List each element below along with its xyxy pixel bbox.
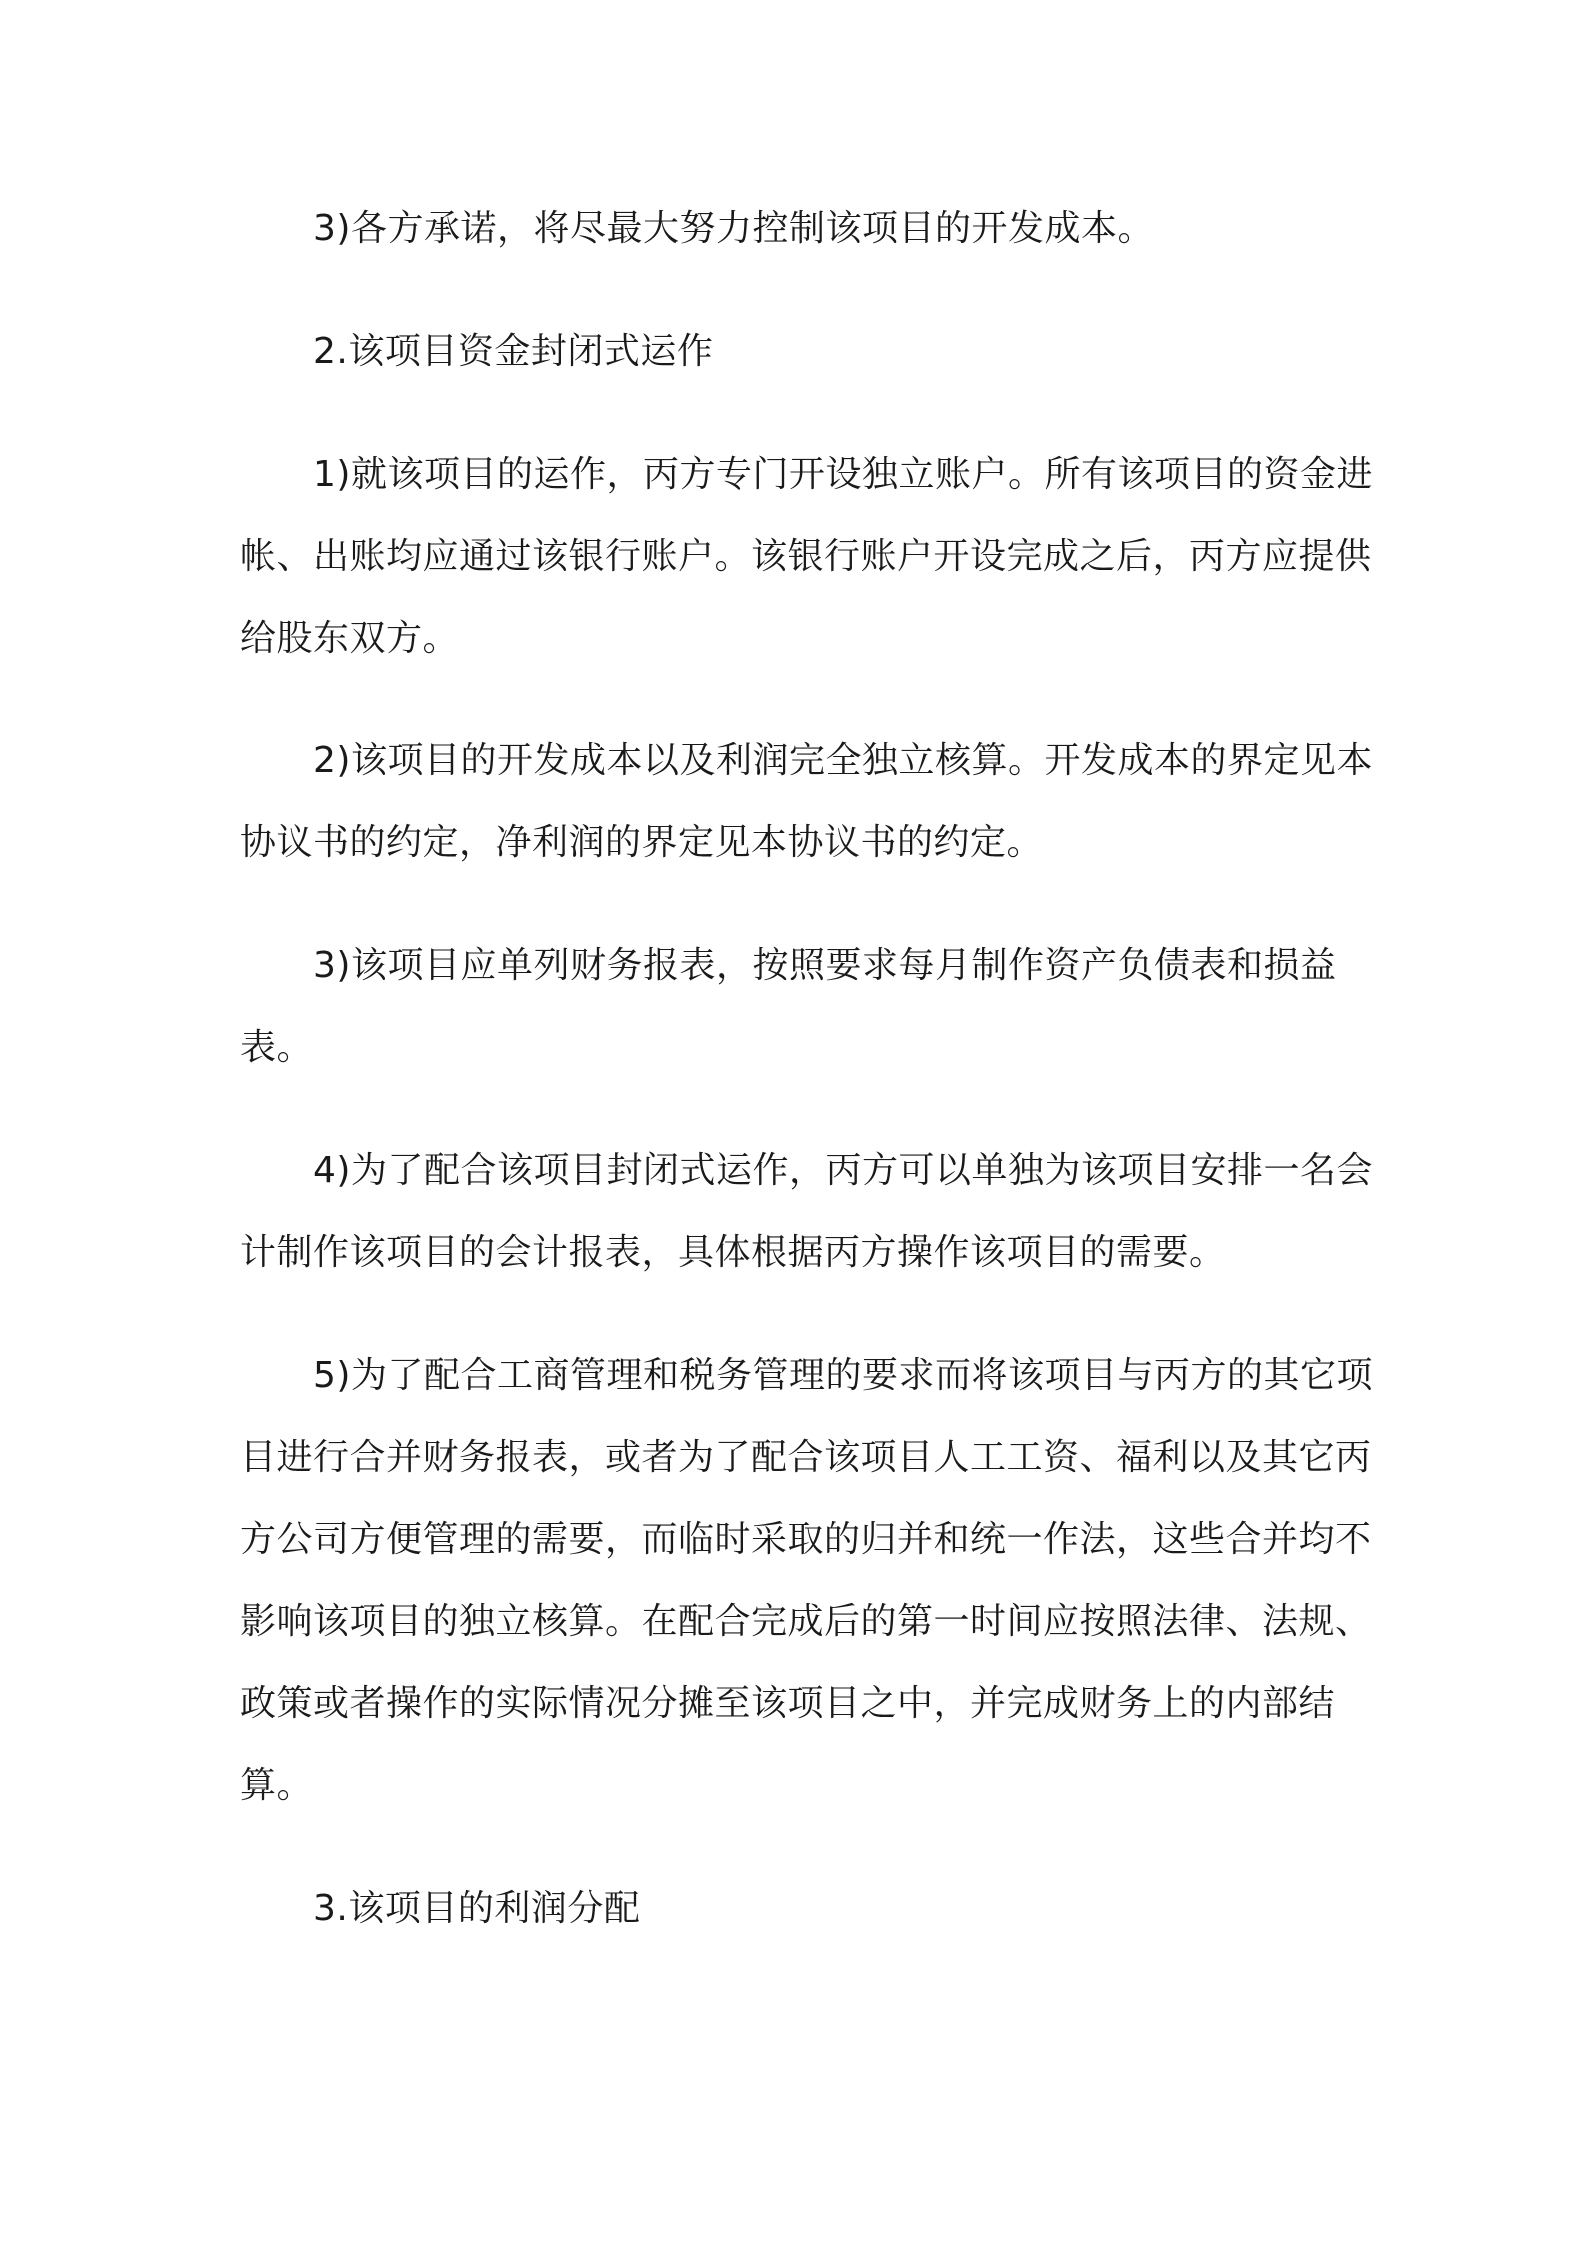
section-heading-closed-operation: 2.该项目资金封闭式运作 xyxy=(313,331,714,372)
paragraph-independent-account: 1)就该项目的运作，丙方专门开设独立账户。所有该项目的资金进帐、出账均应通过该银行账户。该银行账户开设完成之后，丙方应提供给股东双方。 xyxy=(240,454,1373,659)
paragraph-financial-statements: 3)该项目应单列财务报表，按照要求每月制作资产负债表和损益表。 xyxy=(240,945,1337,1068)
paragraph-dedicated-accountant: 4)为了配合该项目封闭式运作，丙方可以单独为该项目安排一名会计制作该项目的会计报表，具体根据丙方操作该项目的需要。 xyxy=(240,1150,1373,1273)
paragraph-consolidation: 5)为了配合工商管理和税务管理的要求而将该项目与丙方的其它项目进行合并财务报表，或者为了配合该项目人工工资、福利以及其它丙方公司方便管理的需要，而临时采取的归并和统一作法，这些合并均不影响该项目的独立核算。在配合完成后的第一时间应按照法律、法规、政策或者操作的实际情况分摊至该项目之中，并完成财务上的内部结算。 xyxy=(240,1355,1373,1806)
paragraph-cost-commitment: 3)各方承诺，将尽最大努力控制该项目的开发成本。 xyxy=(313,208,1154,249)
paragraph-independent-accounting: 2)该项目的开发成本以及利润完全独立核算。开发成本的界定见本协议书的约定，净利润的界定见本协议书的约定。 xyxy=(240,740,1373,863)
section-heading-profit-distribution: 3.该项目的利润分配 xyxy=(313,1888,641,1929)
